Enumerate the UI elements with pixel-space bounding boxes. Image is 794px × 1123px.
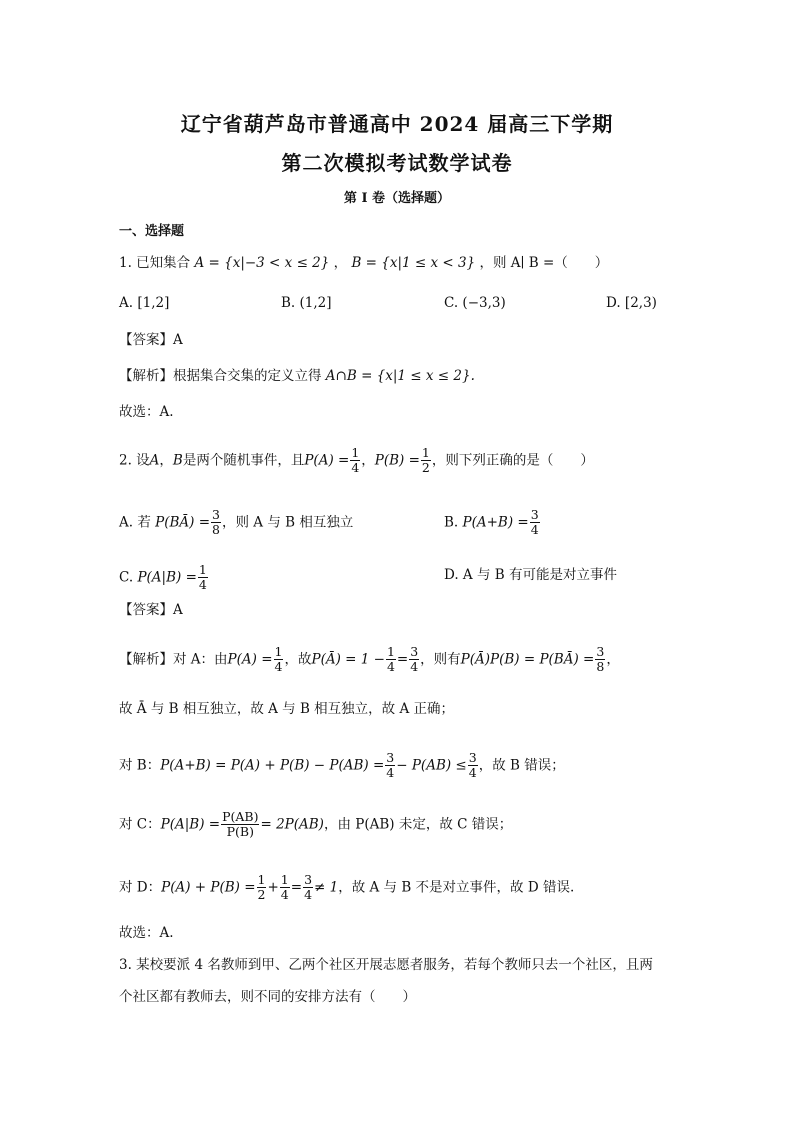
fraction-numerator: 3: [410, 644, 419, 659]
fraction-numerator: 3: [468, 750, 477, 765]
q2-option-b-prefix: B.: [444, 514, 459, 531]
analysis-fraction: [274, 645, 284, 675]
analysis-math: P(A) + P(B) =: [161, 879, 256, 896]
analysis-math: P(A+B) = P(A) + P(B) − P(AB) =: [160, 757, 385, 774]
q2-option-a-math: P(BĀ) =: [155, 514, 211, 531]
q1-set-b: B = {x|1 ≤ x < 3}: [351, 255, 476, 271]
q2-analysis-line-1: [119, 645, 620, 675]
analysis-math: =: [396, 651, 409, 668]
fraction-numerator: 1: [280, 872, 289, 887]
fraction-denominator: P(B): [226, 824, 254, 840]
q2-analysis-line-2: 故 Ā 与 B 相互独立，故 A 与 B 相互独立，故 A 正确；: [119, 701, 455, 717]
fraction-denominator: 2: [257, 887, 266, 903]
question-2-stem: [119, 446, 594, 476]
analysis-math: ≠ 1: [314, 879, 339, 896]
fraction-numerator: 3: [596, 644, 605, 659]
fraction-denominator: 4: [198, 577, 207, 593]
analysis-fraction: [303, 873, 313, 903]
fraction-numerator: 3: [304, 872, 313, 887]
q1-analysis: [119, 370, 475, 384]
q2-stem-mid: 是两个随机事件，且: [182, 452, 305, 469]
analysis-math: P(Ā) = 1 −: [311, 651, 385, 668]
analysis-text: ，故 A 与 B 不是对立事件，故 D 错误.: [338, 879, 575, 896]
analysis-fraction: [386, 645, 396, 675]
fraction-numerator: 1: [257, 872, 266, 887]
analysis-math: − P(AB) ≤: [396, 757, 467, 774]
fraction-denominator: 4: [468, 765, 477, 781]
q1-set-a: A = {x|−3 < x ≤ 2}: [194, 255, 330, 271]
q2-analysis-line-3: [119, 751, 565, 781]
analysis-text: ，故 B 错误；: [478, 757, 565, 774]
q1-option-c: C. (−3,3): [444, 295, 506, 311]
fraction-denominator: 4: [274, 659, 283, 675]
analysis-text: 对 C：: [119, 816, 161, 833]
q2-option-c-fraction: [198, 563, 208, 593]
fraction-numerator: 1: [274, 644, 283, 659]
q1-analysis-math: A∩B = {x|1 ≤ x ≤ 2}.: [325, 368, 475, 384]
q2-option-b: [444, 508, 541, 538]
analysis-text: 对 D：: [119, 879, 162, 896]
analysis-math: P(Ā)P(B) = P(BĀ) =: [460, 651, 595, 668]
q2-option-a-fraction: [211, 508, 221, 538]
q2-option-a: [119, 508, 353, 538]
question-3-line-1: 3. 某校要派 4 名教师到甲、乙两个社区开展志愿者服务，若每个教师只去一个社区，且两: [119, 957, 653, 973]
section-heading: 一、选择题: [119, 224, 185, 239]
fraction-denominator: 4: [386, 659, 395, 675]
fraction-numerator: 1: [386, 644, 395, 659]
q1-analysis-text: 【解析】根据集合交集的定义立得: [119, 368, 322, 384]
analysis-text: ，由 P(AB) 未定，故 C 错误；: [323, 816, 513, 833]
q2-pa-fraction: [350, 446, 360, 476]
fraction-denominator: 2: [421, 460, 430, 476]
q2-analysis-line-5: [119, 873, 574, 903]
q2-option-c-math: P(A|B) =: [137, 569, 197, 586]
fraction-numerator: 3: [212, 507, 220, 522]
question-3-line-2: 个社区都有教师去，则不同的安排方法有（ ）: [119, 989, 416, 1005]
fraction-numerator: 3: [530, 507, 539, 522]
q2-option-a-prefix: A. 若: [119, 514, 151, 531]
q2-option-b-math: P(A+B) =: [462, 514, 529, 531]
analysis-fraction: [280, 873, 290, 903]
fraction-numerator: 1: [198, 562, 207, 577]
analysis-fraction: [409, 645, 419, 675]
q2-option-a-suffix: ，则 A 与 B 相互独立: [221, 514, 354, 531]
q1-conclusion: 故选：A.: [119, 404, 174, 420]
q2-stem-comma: ，: [159, 452, 173, 469]
q2-answer: 【答案】A: [119, 602, 183, 618]
fraction-denominator: 8: [596, 659, 605, 675]
analysis-fraction: [221, 810, 259, 840]
q2-event-a: A: [149, 452, 160, 469]
q1-stem-suffix: ，则 A∣ B =（ ）: [479, 255, 609, 271]
q2-conclusion: 故选：A.: [119, 925, 174, 941]
analysis-math: +: [267, 879, 279, 896]
page-subtitle: 第二次模拟考试数学试卷: [281, 151, 513, 175]
q2-option-d: D. A 与 B 有可能是对立事件: [444, 567, 617, 583]
analysis-fraction: [257, 873, 267, 903]
q2-option-c-prefix: C.: [119, 569, 134, 586]
q1-option-b: B. (1,2]: [281, 295, 332, 311]
q2-option-b-fraction: [530, 508, 540, 538]
analysis-math: P(A) =: [227, 651, 273, 668]
fraction-numerator: 1: [421, 445, 430, 460]
analysis-math: = 2P(AB): [260, 816, 324, 833]
analysis-math: =: [290, 879, 303, 896]
analysis-fraction: [385, 751, 395, 781]
fraction-numerator: 3: [386, 750, 395, 765]
fraction-denominator: 4: [386, 765, 395, 781]
fraction-denominator: 4: [530, 522, 539, 538]
fraction-denominator: 4: [304, 887, 313, 903]
fraction-numerator: 1: [351, 445, 360, 460]
analysis-text: ，: [606, 651, 620, 668]
fraction-denominator: 4: [410, 659, 419, 675]
q1-stem-prefix: 1. 已知集合: [119, 255, 191, 271]
q1-separator: ，: [333, 255, 348, 271]
analysis-fraction: [595, 645, 605, 675]
analysis-fraction: [468, 751, 478, 781]
q2-analysis-line-4: [119, 810, 512, 840]
page-title: 辽宁省葫芦岛市普通高中 2024 届高三下学期: [180, 112, 614, 136]
question-1-stem: [119, 257, 608, 271]
analysis-text: ，则有: [420, 651, 461, 668]
fraction-numerator: P(AB): [222, 809, 259, 824]
part-heading: 第 I 卷（选择题）: [343, 191, 451, 206]
q2-stem-suffix: ，则下列正确的是（ ）: [431, 452, 594, 469]
q2-event-b: B: [172, 452, 183, 469]
q2-option-c: [119, 563, 209, 593]
q1-option-d: D. [2,3): [606, 295, 657, 311]
analysis-text: ，故: [284, 651, 312, 668]
q2-stem-prefix: 2. 设: [119, 452, 150, 469]
q2-pb-lhs: P(B) =: [374, 452, 420, 469]
analysis-text: 对 B：: [119, 757, 161, 774]
q2-comma: ，: [361, 452, 375, 469]
q2-pa-lhs: P(A) =: [304, 452, 350, 469]
q1-answer: 【答案】A: [119, 332, 183, 348]
q2-analysis-prefix: 【解析】对 A：由: [119, 651, 228, 668]
fraction-denominator: 4: [351, 460, 360, 476]
q1-option-a: A. [1,2]: [119, 295, 170, 311]
q2-pb-fraction: [421, 446, 431, 476]
fraction-denominator: 4: [280, 887, 289, 903]
analysis-math: P(A|B) =: [160, 816, 221, 833]
fraction-denominator: 8: [212, 522, 220, 538]
